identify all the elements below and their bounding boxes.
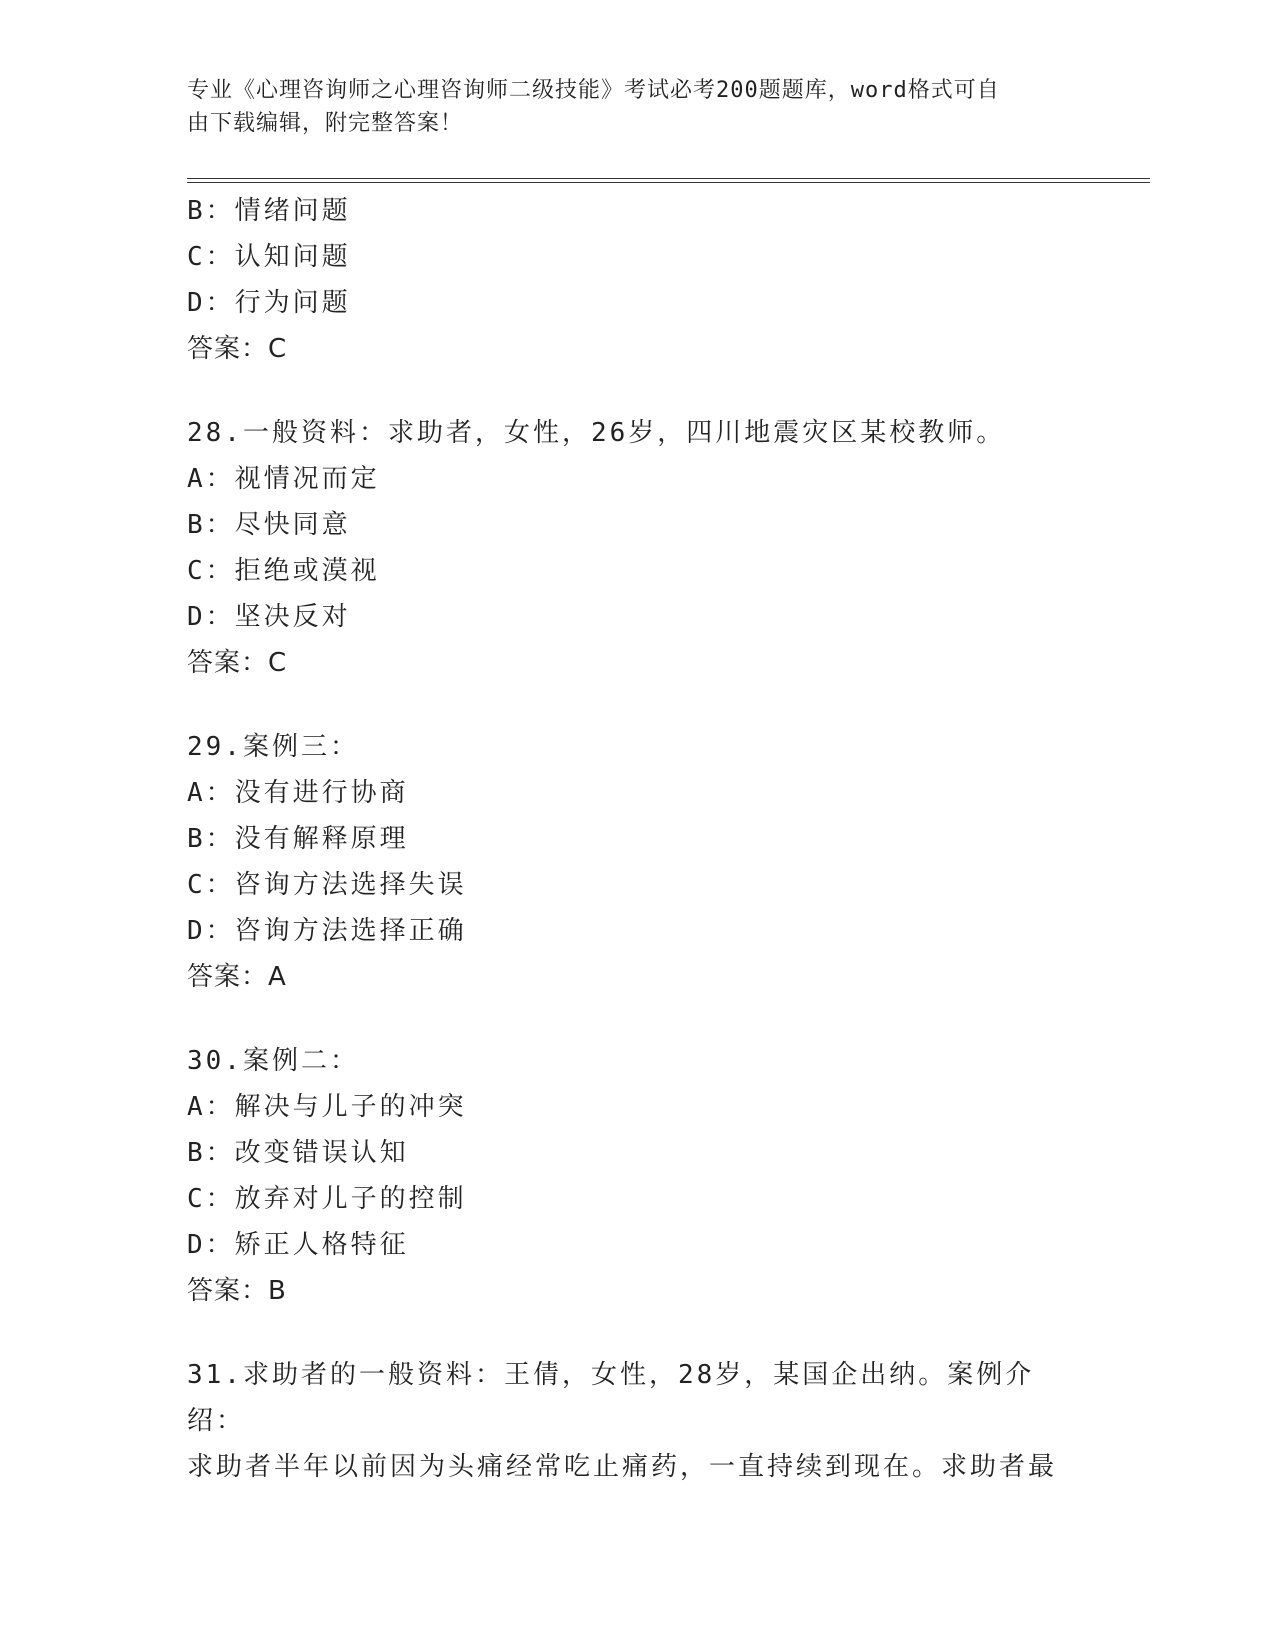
- question-29: [187, 724, 1087, 1000]
- question-stem: 29.案例三：: [187, 732, 359, 762]
- option-a: A：视情况而定: [187, 464, 380, 494]
- option-c: C：拒绝或漠视: [187, 556, 380, 586]
- option-d: D：坚决反对: [187, 602, 351, 632]
- option-c: C：认知问题: [187, 242, 351, 272]
- option-a: A：没有进行协商: [187, 778, 409, 808]
- document-header: [187, 74, 1067, 140]
- question-stem-line-1: 31.求助者的一般资料：王倩，女性，28岁，某国企出纳。案例介绍：: [187, 1360, 1035, 1436]
- question-27-partial: [187, 188, 1087, 372]
- option-b: B：尽快同意: [187, 510, 351, 540]
- question-stem-line-2: 求助者半年以前因为头痛经常吃止痛药，一直持续到现在。求助者最: [187, 1452, 1058, 1482]
- question-list: [187, 188, 1087, 1490]
- option-d: D：矫正人格特征: [187, 1230, 409, 1260]
- option-a: A：解决与儿子的冲突: [187, 1092, 467, 1122]
- answer-line: 答案：C: [187, 648, 288, 678]
- question-stem: 28.一般资料：求助者，女性，26岁，四川地震灾区某校教师。: [187, 418, 1006, 448]
- answer-line: 答案：C: [187, 334, 288, 364]
- option-c: C：放弃对儿子的控制: [187, 1184, 467, 1214]
- question-30: [187, 1038, 1087, 1314]
- option-b: B：情绪问题: [187, 196, 351, 226]
- option-b: B：改变错误认知: [187, 1138, 409, 1168]
- option-c: C：咨询方法选择失误: [187, 870, 467, 900]
- answer-line: 答案：B: [187, 1276, 287, 1306]
- header-line-2: 由下载编辑，附完整答案！: [187, 111, 464, 136]
- option-d: D：咨询方法选择正确: [187, 916, 467, 946]
- header-divider: [187, 178, 1150, 183]
- question-31: [187, 1352, 1087, 1490]
- question-28: [187, 410, 1087, 686]
- option-b: B：没有解释原理: [187, 824, 409, 854]
- question-stem: 30.案例二：: [187, 1046, 359, 1076]
- header-line-1: 专业《心理咨询师之心理咨询师二级技能》考试必考200题题库，word格式可自: [187, 78, 1000, 103]
- option-d: D：行为问题: [187, 288, 351, 318]
- answer-line: 答案：A: [187, 962, 287, 992]
